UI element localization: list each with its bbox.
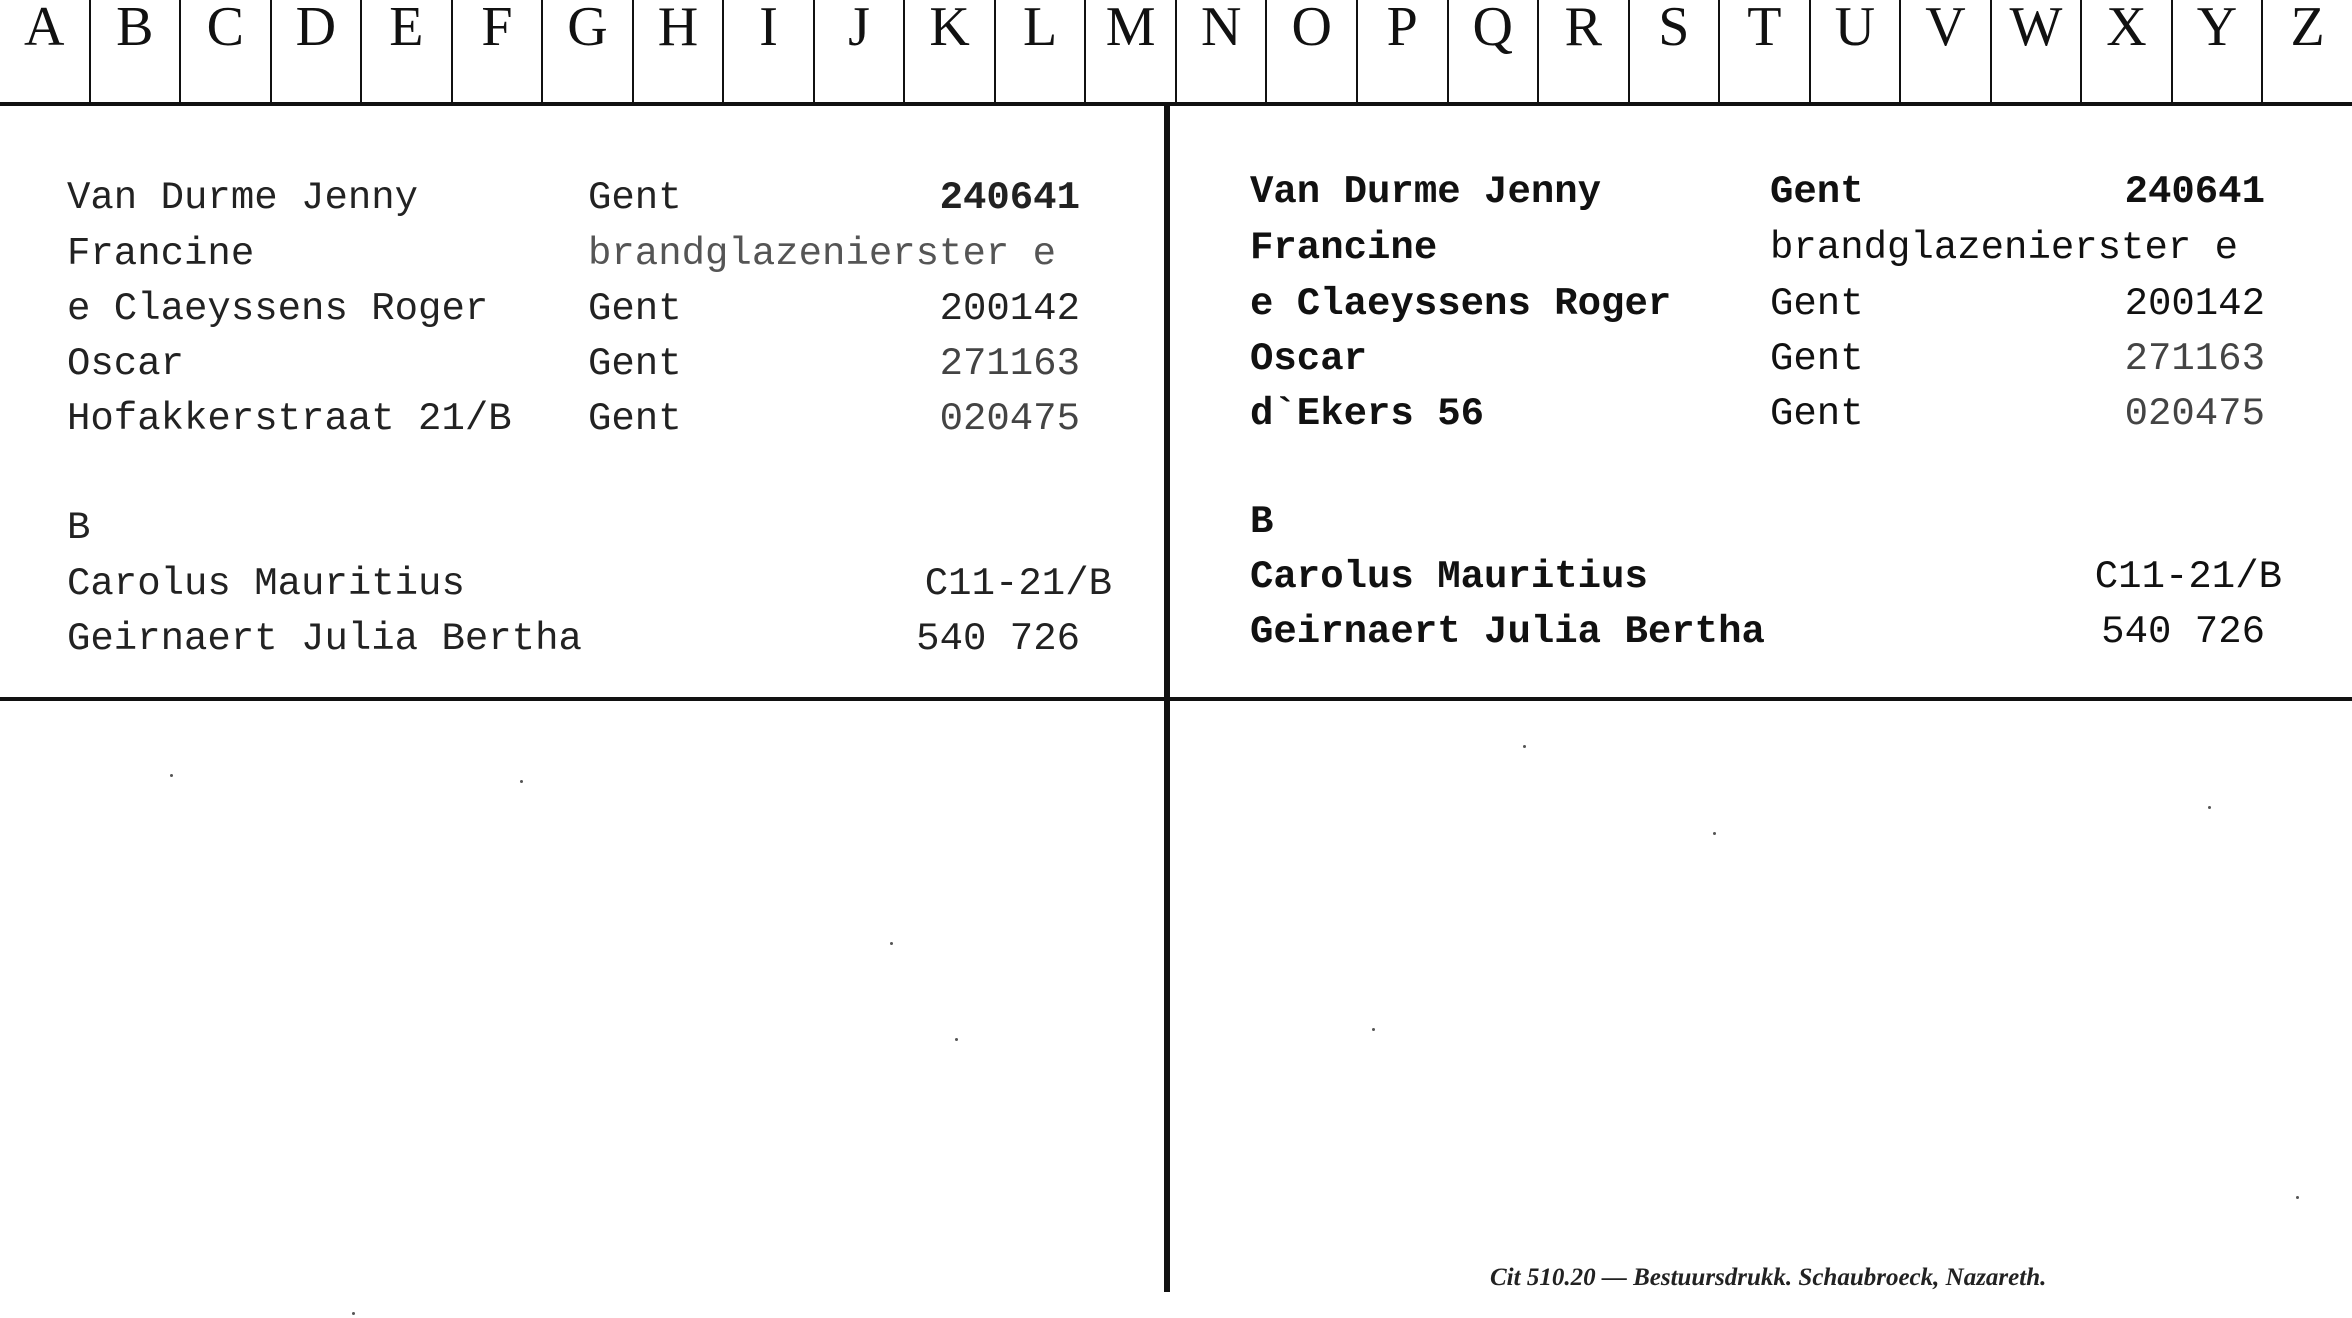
person-name: Van Durme Jenny [67,176,419,220]
alpha-tab-t: T [1720,0,1811,102]
spouse-first-place: Gent [1770,337,1864,381]
alpha-tab-e: E [362,0,453,102]
scan-speck [1523,745,1526,748]
alpha-tab-v: V [1901,0,1992,102]
address: d`Ekers 56 [1250,392,1485,436]
scan-speck [170,774,173,777]
first-name: Francine [67,232,255,276]
horizontal-divider [0,697,2352,701]
alpha-tab-r: R [1539,0,1630,102]
reference-code: C11-21/B [2094,555,2282,599]
alpha-tab-y: Y [2173,0,2264,102]
person-date: 240641 [939,176,1080,220]
person-name: Van Durme Jenny [1250,170,1602,214]
spouse-first-name: Oscar [67,342,185,386]
address-place: Gent [1770,392,1864,436]
spouse-date: 200142 [2124,282,2265,326]
scan-speck [2208,806,2211,809]
spouse-place: Gent [1770,282,1864,326]
printer-footer: Cit 510.20 — Bestuursdrukk. Schaubroeck, Nazareth. [1490,1264,2047,1291]
scan-speck [520,780,523,783]
occupation: brandglazenierster e [588,232,1057,276]
alpha-tab-a: A [0,0,91,102]
person-place: Gent [588,176,682,220]
scan-speck [2296,1196,2299,1199]
section-letter: B [1250,500,1274,544]
spouse-first-place: Gent [588,342,682,386]
first-name: Francine [1250,226,1438,270]
scan-speck [1713,832,1716,835]
address-place: Gent [588,397,682,441]
occupation: brandglazenierster e [1770,226,2239,270]
spouse-date: 200142 [939,287,1080,331]
alpha-tab-m: M [1086,0,1177,102]
alpha-tab-p: P [1358,0,1449,102]
alpha-tab-h: H [634,0,725,102]
alpha-tab-k: K [905,0,996,102]
reference-code: C11-21/B [924,562,1112,606]
address: Hofakkerstraat 21/B [67,397,512,441]
alpha-tab-z: Z [2290,0,2325,58]
alphabet-index-strip [0,0,2352,106]
scan-speck [890,942,893,945]
alpha-tab-i: I [724,0,815,102]
reference-number: 540 726 [916,617,1080,661]
spouse-first-date: 271163 [2124,337,2265,381]
reference-number: 540 726 [2101,610,2265,654]
reference-person: Geirnaert Julia Bertha [67,617,582,661]
spouse-place: Gent [588,287,682,331]
section-letter: B [67,506,91,550]
alpha-tab-q: Q [1449,0,1540,102]
address-date: 020475 [2124,392,2265,436]
alpha-tab-d: D [272,0,363,102]
alpha-tab-n: N [1177,0,1268,102]
alpha-tab-c: C [181,0,272,102]
scan-speck [955,1038,958,1041]
alpha-tab-b: B [91,0,182,102]
left-record-card [0,102,1164,697]
alpha-tab-u: U [1811,0,1902,102]
person-place: Gent [1770,170,1864,214]
address-date: 020475 [939,397,1080,441]
alpha-tab-o: O [1267,0,1358,102]
alpha-tab-x: X [2082,0,2173,102]
reference-name: Carolus Mauritius [1250,555,1648,599]
right-record-card [1170,102,2352,697]
spouse-name: e Claeyssens Roger [67,287,489,331]
spouse-first-date: 271163 [939,342,1080,386]
scan-speck [352,1312,355,1315]
alpha-tab-f: F [453,0,544,102]
alpha-tab-s: S [1630,0,1721,102]
alpha-tab-w: W [1992,0,2083,102]
person-date: 240641 [2124,170,2265,214]
scan-speck [1372,1028,1375,1031]
reference-name: Carolus Mauritius [67,562,465,606]
spouse-name: e Claeyssens Roger [1250,282,1672,326]
alpha-tab-l: L [996,0,1087,102]
reference-person: Geirnaert Julia Bertha [1250,610,1765,654]
spouse-first-name: Oscar [1250,337,1368,381]
alpha-tab-g: G [543,0,634,102]
alpha-tab-j: J [815,0,906,102]
